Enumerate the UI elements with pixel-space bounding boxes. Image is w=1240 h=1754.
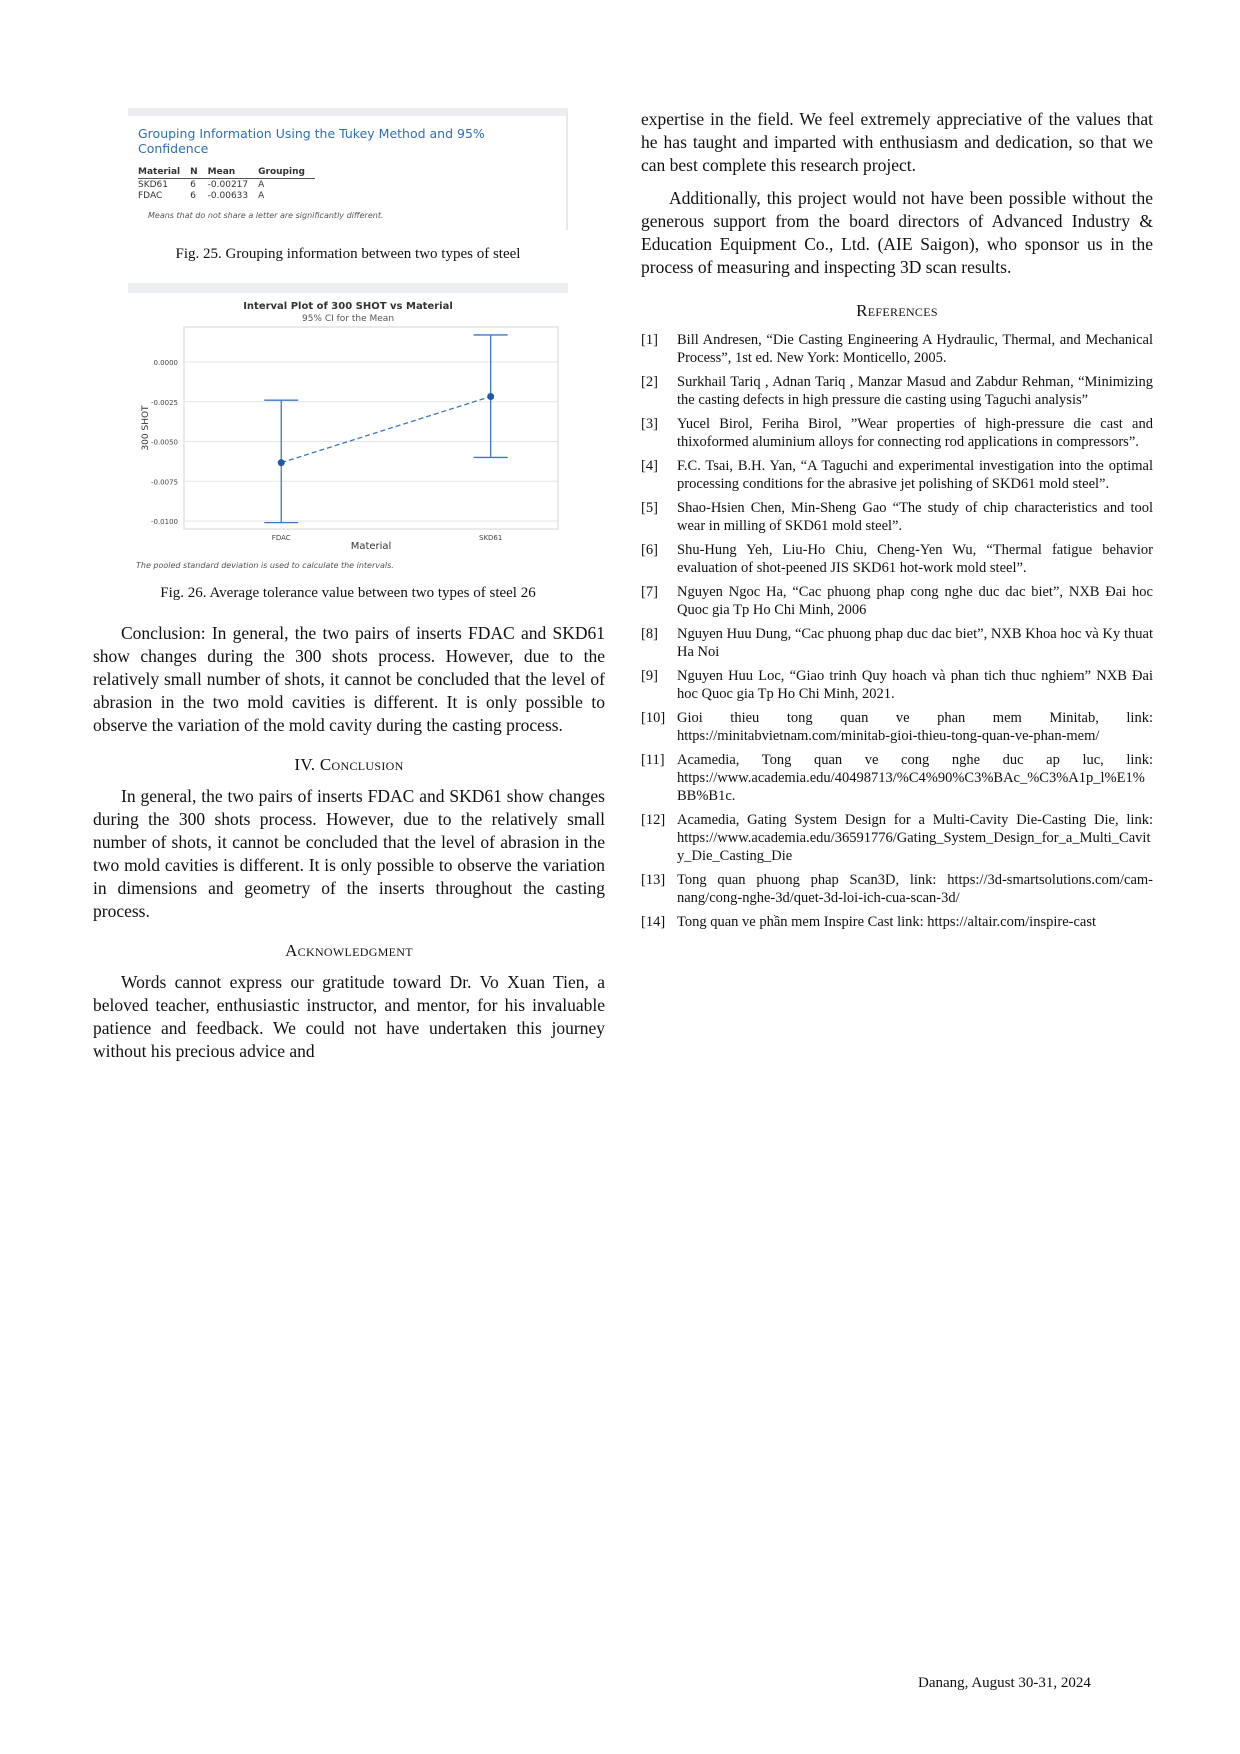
right-column bbox=[641, 108, 1153, 937]
reference-text: Nguyen Huu Loc, “Giao trinh Quy hoach và phan tich thuc nghiem” NXB Đai hoc Quoc gia Tp Ho Chi Minh, 2021. bbox=[677, 668, 1153, 702]
reference-item bbox=[641, 583, 1153, 619]
reference-item bbox=[641, 811, 1153, 865]
col-header-n: N bbox=[190, 166, 208, 179]
reference-item bbox=[641, 541, 1153, 577]
reference-text: Bill Andresen, “Die Casting Engineering A Hydraulic, Thermal, and Mechanical Process”, 1st ed. New York: Monticello, 2005. bbox=[677, 332, 1153, 366]
section-heading-acknowledgment bbox=[93, 941, 605, 961]
section-heading-conclusion bbox=[93, 755, 605, 775]
reference-item bbox=[641, 331, 1153, 367]
chart-header-band bbox=[128, 283, 568, 293]
reference-item bbox=[641, 415, 1153, 451]
fig25-title: Grouping Information Using the Tukey Method and 95% Confidence bbox=[138, 126, 485, 156]
reference-text: F.C. Tsai, B.H. Yan, “A Taguchi and experimental investigation into the optimal processing conditions for the abrasive jet polishing of SKD61 mold steel”. bbox=[677, 458, 1153, 492]
reference-text: Shu-Hung Yeh, Liu-Ho Chiu, Cheng-Yen Wu, “Thermal fatigue behavior evaluation of shot-peened JIS SKD61 hot-work mold steel”. bbox=[677, 542, 1153, 576]
reference-number: [9] bbox=[641, 668, 658, 684]
col-header-grouping: Grouping bbox=[258, 166, 315, 179]
col-header-material: Material bbox=[138, 166, 190, 179]
section-heading-references bbox=[641, 301, 1153, 321]
fig26-interval-plot bbox=[128, 283, 568, 573]
chart-title: Interval Plot of 300 SHOT vs Material bbox=[243, 301, 453, 312]
y-axis-label: 300 SHOT bbox=[141, 405, 151, 451]
reference-item bbox=[641, 709, 1153, 745]
reference-number: [6] bbox=[641, 542, 658, 558]
reference-item bbox=[641, 667, 1153, 703]
y-tick-label: -0.0050 bbox=[150, 438, 178, 447]
reference-number: [3] bbox=[641, 416, 658, 432]
left-column bbox=[93, 108, 605, 1063]
cell-n: 6 bbox=[190, 191, 196, 201]
reference-text: Nguyen Ngoc Ha, “Cac phuong phap cong nghe duc dac biet”, NXB Đai hoc Quoc gia Tp Ho Chi Minh, 2006 bbox=[677, 584, 1153, 618]
reference-item bbox=[641, 625, 1153, 661]
reference-text: Yucel Birol, Feriha Birol, ”Wear properties of high-pressure die cast and thixoformed aluminium alloys for connecting rod applications in compressors”. bbox=[677, 416, 1153, 450]
y-tick-label: -0.0100 bbox=[150, 518, 178, 527]
fig25-note: Means that do not share a letter are significantly different. bbox=[148, 211, 384, 220]
section-title: Conclusion bbox=[319, 755, 404, 774]
chart-subtitle: 95% CI for the Mean bbox=[301, 314, 395, 324]
reference-item bbox=[641, 373, 1153, 409]
x-axis-label: Material bbox=[350, 541, 392, 552]
y-tick-layer bbox=[151, 359, 178, 526]
section4-paragraph: In general, the two pairs of inserts FDAC and SKD61 show changes during the 300 shots process. However, due to the relatively small number of shots, it cannot be concluded that the level of abrasion in the two mold cavities is different. It is only possible to observe the variation in dimensions and geometry of the inserts throughout the casting process. bbox=[93, 786, 605, 921]
fig26-note: The pooled standard deviation is used to calculate the intervals. bbox=[136, 561, 394, 570]
reference-item bbox=[641, 871, 1153, 907]
x-tick-label: FDAC bbox=[271, 534, 291, 542]
reference-number: [8] bbox=[641, 626, 658, 642]
table-row bbox=[138, 190, 315, 201]
page-footer: Danang, August 30-31, 2024 bbox=[918, 1675, 1091, 1691]
reference-number: [1] bbox=[641, 332, 658, 348]
section-number: IV. bbox=[294, 755, 316, 774]
mean-point-fdac bbox=[278, 459, 285, 466]
cell-mean: -0.00217 bbox=[207, 180, 249, 190]
fig25-caption: Fig. 25. Grouping information between two types of steel bbox=[175, 246, 521, 262]
reference-number: [10] bbox=[641, 710, 666, 726]
sponsor-paragraph: Additionally, this project would not have been possible without the generous support from the board directors of Advanced Industry & Education Equipment Co., Ltd. (AIE Saigon), who sponsor us in the process of measuring and inspecting 3D scan results. bbox=[641, 188, 1153, 277]
reference-text: Tong quan phuong phap Scan3D, link: https://3d-smartsolutions.com/cam-nang/cong-nghe-3d/quet-3d-loi-ich-cua-scan-3d/ bbox=[677, 872, 1153, 906]
plot-area bbox=[184, 327, 558, 529]
cell-grouping: A bbox=[258, 191, 265, 201]
acknowledgment-paragraph: Words cannot express our gratitude toward Dr. Vo Xuan Tien, a beloved teacher, enthusiastic instructor, and mentor, for his invaluable patience and feedback. We could not have undertaken this journey without his precious advice and bbox=[93, 972, 605, 1061]
cell-material: SKD61 bbox=[138, 180, 168, 190]
reference-number: [4] bbox=[641, 458, 658, 474]
reference-item bbox=[641, 499, 1153, 535]
reference-text: Tong quan ve phần mem Inspire Cast link: https://altair.com/inspire-cast bbox=[677, 914, 1096, 930]
reference-list bbox=[641, 331, 1153, 931]
reference-number: [5] bbox=[641, 500, 658, 516]
x-tick-label: SKD61 bbox=[479, 534, 503, 542]
cell-material: FDAC bbox=[138, 191, 163, 201]
reference-text: Gioi thieu tong quan ve phan mem Minitab, link: https://minitabvietnam.com/minitab-gioi-thieu-tong-quan-ve-phan-mem/ bbox=[677, 710, 1153, 744]
table-row bbox=[138, 179, 315, 191]
y-tick-label: -0.0075 bbox=[150, 478, 178, 487]
tukey-grouping-table bbox=[138, 166, 315, 201]
references-title: References bbox=[856, 301, 938, 320]
reference-text: Shao-Hsien Chen, Min-Sheng Gao “The study of chip characteristics and tool wear in milling of SKD61 mold steel”. bbox=[677, 500, 1153, 534]
fig26-caption: Fig. 26. Average tolerance value between two types of steel 26 bbox=[160, 585, 536, 601]
cell-grouping: A bbox=[258, 180, 265, 190]
table-header-row bbox=[138, 166, 315, 179]
y-tick-label: 0.0000 bbox=[153, 358, 178, 367]
reference-text: Nguyen Huu Dung, “Cac phuong phap duc dac biet”, NXB Khoa hoc và Ky thuat Ha Noi bbox=[677, 626, 1153, 660]
y-tick-label: -0.0025 bbox=[150, 398, 178, 407]
reference-number: [7] bbox=[641, 584, 658, 600]
reference-text: Acamedia, Gating System Design for a Multi-Cavity Die-Casting Die, link: https://www.academia.edu/36591776/Gating_System_Design_for_a_Multi_Cavity_Die_Casting_Die bbox=[677, 812, 1153, 864]
acknowledgment-continued-paragraph: expertise in the field. We feel extremely appreciative of the values that he has taught and imparted with enthusiasm and dedication, so that we can best complete this research project. bbox=[641, 109, 1153, 175]
reference-item bbox=[641, 913, 1153, 931]
reference-item bbox=[641, 751, 1153, 805]
cell-n: 6 bbox=[190, 180, 196, 190]
reference-number: [14] bbox=[641, 914, 666, 930]
conclusion-paragraph: Conclusion: In general, the two pairs of inserts FDAC and SKD61 show changes during the 300 shots process. However, due to the relatively small number of shots, it cannot be concluded that the level of abrasion in the two mold cavities is different. It is only possible to observe the variation of the mold cavity during the casting process. bbox=[93, 623, 605, 735]
reference-text: Surkhail Tariq , Adnan Tariq , Manzar Masud and Zabdur Rehman, “Minimizing the casting defects in high pressure die casting using Taguchi analysis” bbox=[677, 374, 1153, 408]
reference-number: [13] bbox=[641, 872, 666, 888]
ack-title: Acknowledgment bbox=[285, 941, 413, 960]
reference-number: [11] bbox=[641, 752, 665, 768]
reference-item bbox=[641, 457, 1153, 493]
reference-number: [12] bbox=[641, 812, 666, 828]
mean-point-skd61 bbox=[487, 393, 494, 400]
reference-number: [2] bbox=[641, 374, 658, 390]
fig25-tukey-table-figure bbox=[128, 108, 568, 230]
reference-text: Acamedia, Tong quan ve cong nghe duc ap luc, link: https://www.academia.edu/40498713/%C4%90%C3%BAc_%C3%A1p_l%E1%BB%B1c. bbox=[677, 752, 1153, 804]
col-header-mean: Mean bbox=[208, 166, 258, 179]
cell-mean: -0.00633 bbox=[207, 191, 249, 201]
interval-plot-svg bbox=[128, 283, 568, 563]
